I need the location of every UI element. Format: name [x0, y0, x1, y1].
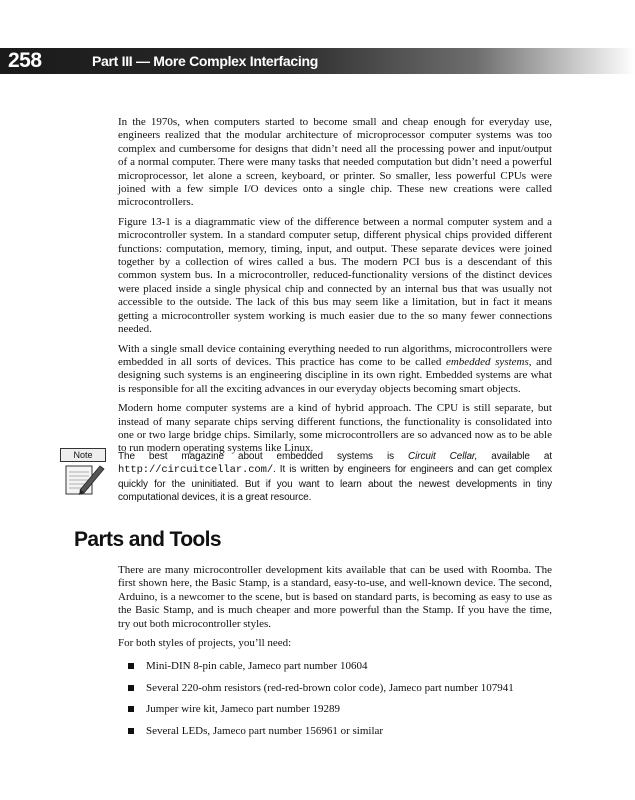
parts-list: [128, 660, 558, 746]
paragraph-kits: There are many microcontroller development kits available that can be used with Roomba. The first shown here, the Basic Stamp, is a standard, easy-to-use, and well-known device. The second, Arduino, is a newcomer to the scene, but is based on standard parts, is becoming as easy to use as the Basic Stamp, and is much cheaper and more powerful than the Stamp. If you have the time, try out both microcontroller styles.: [118, 564, 552, 630]
paragraph-1970s: In the 1970s, when computers started to become small and cheap enough for everyday use, engineers realized that the modular architecture of microprocessor computer systems was too complex and cumbersome for designs that didn’t need all the processing power and input/output of a normal computer. There were many tasks that needed computation but didn’t need a powerful microprocessor, let alone a screen, keyboard, or printer. So smaller, less powerful CPUs were joined with a few simple I/O devices onto a single chip. These new creations were called microcontrollers.: [118, 116, 552, 209]
list-item: [128, 660, 558, 682]
list-item: [128, 725, 558, 747]
bullet-square-icon: [128, 663, 134, 669]
bullet-square-icon: [128, 706, 134, 712]
list-item-text: Mini-DIN 8-pin cable, Jameco part number 10604: [146, 660, 368, 672]
section-heading: Parts and Tools: [74, 528, 221, 551]
note-text-before: The best magazine about embedded systems is: [118, 451, 408, 462]
list-item-text: Jumper wire kit, Jameco part number 19289: [146, 703, 340, 715]
notepad-pencil-icon: [60, 448, 106, 496]
list-item: [128, 703, 558, 725]
paragraph-you-need: For both styles of projects, you’ll need:: [118, 637, 292, 650]
note-text-after: . It is written by engineers for engineers and can get complex quickly for the uninitiated. But if you want to learn about the newest developments in tiny computational devices, it is a great resource.: [118, 464, 552, 504]
paragraph-embedded-systems: [118, 343, 552, 397]
paragraph-modern-home: Modern home computer systems are a kind of hybrid approach. The CPU is still separate, but instead of many separate chips serving different functions, the functionality is consolidated into one or two large bridge chips. Similarly, some microcontrollers are so advanced now as to be able to run modern operating systems like Linux.: [118, 402, 552, 455]
intro-text: [118, 116, 552, 462]
note-icon: [60, 448, 106, 496]
embedded-systems-term: embedded systems: [445, 355, 529, 368]
page-number: 258: [8, 49, 42, 72]
bullet-square-icon: [128, 728, 134, 734]
bullet-square-icon: [128, 685, 134, 691]
note-text-mid: available at: [477, 451, 552, 462]
p3-text-before: With a single small device containing everything needed to run algorithms, microcontrollers were embedded in all sorts of devices. This practice has come to be called: [118, 342, 552, 368]
note-text: [118, 450, 552, 505]
note-label: Note: [60, 448, 106, 462]
page-header: [0, 48, 635, 74]
note-magazine-name: Circuit Cellar,: [407, 451, 478, 462]
section-text: [118, 564, 552, 656]
list-item-text: Several 220-ohm resistors (red-red-brown color code), Jameco part number 107941: [146, 681, 514, 694]
running-head: Part III — More Complex Interfacing: [92, 53, 318, 69]
p3-text-after: , and designing such systems is an engineering discipline in its own right. Embedded systems are what is responsible for all the exciting advances in our everyday objects becoming smart objects.: [118, 355, 552, 395]
list-item-text: Several LEDs, Jameco part number 156961 or similar: [146, 724, 384, 737]
list-item: [128, 682, 558, 704]
paragraph-figure-13-1: Figure 13-1 is a diagrammatic view of the difference between a normal computer system and a microcontroller system. In a standard computer setup, different physical chips provided different functions: computation, memory, timing, input, and output. These separate devices were joined together by a collection of wires called a bus. The modern PCI bus is a descendant of this common system bus. In a microcontroller, reduced-functionality versions of the distinct devices were placed inside a single physical chip and connected by an internal bus that was usually not accessible to the outside. The lack of this bus may seem like a limitation, but in fact it means getting a microcontroller system working is much easier due to the so many fewer connections needed.: [118, 215, 552, 336]
note-url: http://circuitcellar.com/: [118, 464, 274, 477]
